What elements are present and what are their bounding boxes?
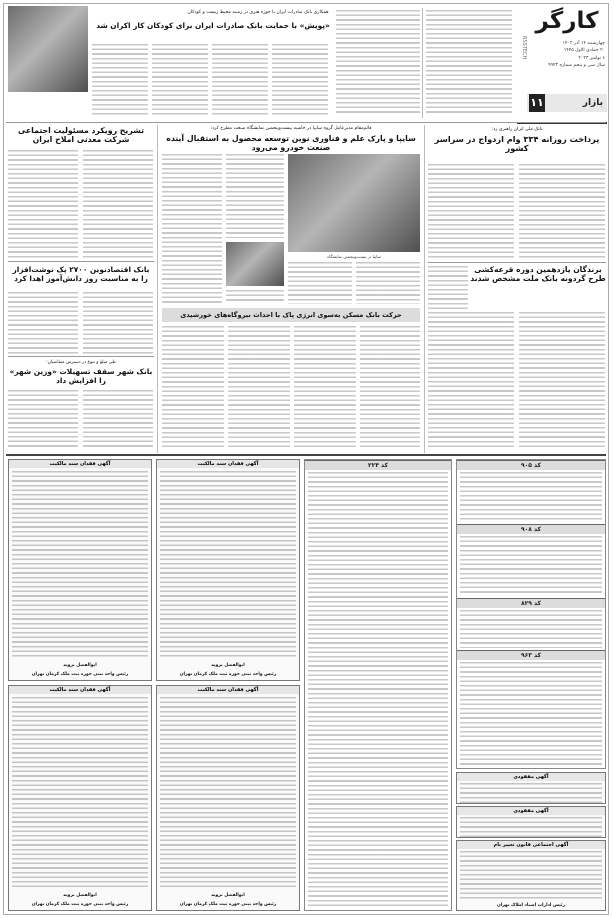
code-text-2 (460, 536, 602, 596)
top-story-col-2 (152, 44, 208, 116)
code-text-1 (460, 472, 602, 522)
notice-title-3: آگهی فقدان سند مالکیت (9, 686, 151, 694)
left-headline-2: بانک اقتصادنوین ۲۷۰۰ پک نوشت‌افزار را به مناسبت روز دانش‌آموز اهدا کرد (12, 265, 150, 283)
center-col-3 (288, 262, 352, 304)
masthead-brand: کارگر (535, 8, 599, 34)
left-kicker-3: طی مبلغ و تنوع در دسترس متقاضیان: (46, 360, 116, 365)
center-story-photo-small (226, 242, 284, 286)
center-col-5 (226, 290, 284, 304)
center-col-1 (162, 154, 222, 304)
right-col-4 (428, 312, 514, 450)
left-col-5 (8, 390, 78, 450)
page-number: ۱۱ (529, 94, 545, 112)
code-heading-2: کد ۹۰۸ (457, 524, 605, 534)
center-col-2 (226, 154, 284, 238)
code-heading-3: کد ۸۲۹ (457, 598, 605, 608)
center-story-photo (288, 154, 420, 252)
classified-column-a (456, 459, 606, 769)
right-kicker: بانک ملی ایران راهبری زد: (491, 127, 543, 132)
notice-sign-1: رئیس واحد ثبتی حوزه ثبت ملک کرمان تهران (31, 672, 129, 677)
code-text-3 (460, 610, 602, 648)
center-banner-title: حرکت بانک مسکن به‌سوی انرژی پاک با احداث نیروگاه‌های خورشیدی (180, 311, 402, 319)
center-col-4 (356, 262, 420, 304)
small-notice-title-1: آگهی مفقودی (457, 773, 605, 781)
banner-col-4 (360, 326, 420, 450)
notice-sign-2: رئیس واحد ثبتی حوزه ثبت ملک کرمان تهران (179, 672, 277, 677)
small-notice-sign: رئیس ادارات اسناد املاک تهران (496, 903, 566, 908)
code-heading-5: کد ۲۲۴ (305, 460, 451, 470)
right-col-2 (519, 164, 605, 260)
notice-2 (156, 459, 300, 681)
right-headline: پرداخت روزانه ۳۳۴ وام ازدواج در سراسر کشور (434, 134, 600, 154)
left-col-4 (83, 292, 153, 354)
banner-col-2 (228, 326, 290, 450)
code-heading-1: کد ۹۰۵ (457, 460, 605, 470)
top-story-headline: «پویش» با حمایت بانک صادرات ایران برای کودکان کار اکران شد (96, 21, 330, 30)
date-en: ۶ نوامبر ۲۰۲۳ (578, 55, 605, 61)
banner-col-1 (162, 326, 224, 450)
small-notice-2 (456, 806, 606, 838)
left-col-3 (8, 292, 78, 354)
code-text-4 (460, 662, 602, 766)
top-story-col-4 (272, 44, 328, 116)
notice-title-2: آگهی فقدان سند مالکیت (157, 460, 299, 468)
classified-column-b (304, 459, 452, 911)
center-photo-caption: سایپا در بیست‌وپنجمین نمایشگاه (327, 254, 381, 259)
right-headline-2: برندگان یازدهمین دوره قرعه‌کشی طرح گردونه بانک ملت مشخص شدند (470, 265, 606, 283)
notice-1 (8, 459, 152, 681)
top-story-kicker: همکاری بانک صادرات ایران با حوزه هنری در زمینه محیط زیست و کودکان (187, 10, 329, 15)
left-headline-3: بانک شهر سقف تسهیلات «وزین شهر» را افزایش داد (9, 367, 153, 385)
left-col-6 (83, 390, 153, 450)
small-notice-title-2: آگهی مفقودی (457, 807, 605, 815)
left-headline-1: تشریح رویکرد مسئولیت اجتماعی شرکت معدنی املاح ایران (17, 126, 145, 144)
top-story-col-5 (336, 10, 420, 116)
notice-agent-4: ابوالفضل نرویه (211, 893, 245, 898)
code-heading-4: کد ۹۶۳ (457, 650, 605, 660)
small-notice-1 (456, 772, 606, 804)
small-notice-3 (456, 840, 606, 911)
top-story-col-3 (212, 44, 268, 116)
right-col-5 (519, 312, 605, 450)
code-text-5 (308, 472, 448, 908)
top-story-photo (8, 6, 88, 92)
center-kicker: قائم‌مقام مدیرعامل گروه سایپا در حاشیه بیست‌وپنجمین نمایشگاه صنعت مطرح کرد: (210, 126, 372, 131)
notice-sign-4: رئیس واحد ثبتی حوزه ثبت ملک کرمان تهران (179, 902, 277, 907)
left-col-2 (83, 150, 153, 258)
notice-4 (156, 685, 300, 911)
notice-title-4: آگهی فقدان سند مالکیت (157, 686, 299, 694)
banner-col-3 (294, 326, 356, 450)
notice-sign-3: رئیس واحد ثبتی حوزه ثبت ملک کرمان تهران (31, 902, 129, 907)
right-col-3 (428, 266, 468, 310)
masthead (517, 6, 607, 124)
notice-agent-1: ابوالفضل نرویه (63, 663, 97, 668)
issue-number: سال سی و پنجم شماره ۹۹۴۳ (548, 63, 605, 69)
section-bar (527, 94, 607, 112)
center-headline: سایپا و پارک علم و فناوری نوین توسعه محصول به استقبال آینده صنعت خودرو می‌رود (166, 134, 416, 152)
section-name: بازار (582, 98, 603, 108)
date-ar: ۲۰ جمادی الاول ۱۴۴۵ (563, 48, 605, 54)
masthead-latin: RSSTECH (521, 36, 527, 60)
date-fa: چهارشنبه ۱۴ آذر ۱۴۰۲ (562, 41, 605, 46)
left-col-1 (8, 150, 78, 258)
small-notice-title-3: آگهی اجتماعی قانون تغییر نام (457, 841, 605, 849)
notice-title-1: آگهی فقدان سند مالکیت (9, 460, 151, 468)
notice-agent-2: ابوالفضل نرویه (211, 663, 245, 668)
notice-3 (8, 685, 152, 911)
newspaper-page (3, 3, 609, 915)
top-story-col-1 (92, 44, 148, 116)
top-story-col-6 (426, 10, 512, 116)
right-col-1 (428, 164, 514, 260)
center-banner (162, 308, 420, 322)
date-list (531, 40, 605, 70)
notice-agent-3: ابوالفضل نرویه (63, 893, 97, 898)
